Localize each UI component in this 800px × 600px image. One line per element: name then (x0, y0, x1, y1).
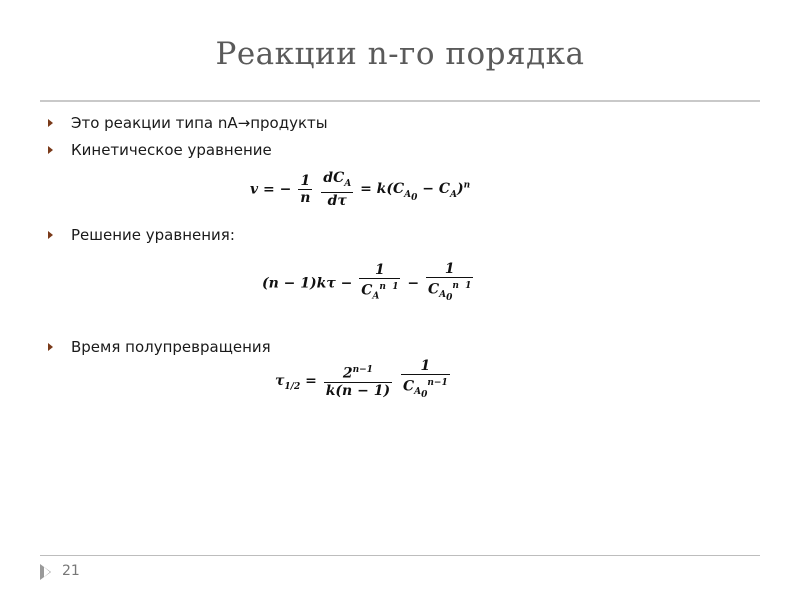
bullet-marker-icon (48, 146, 53, 154)
bullet-text: Время полупревращения (71, 338, 271, 356)
bullet-marker-icon (48, 343, 53, 351)
half-life-formula: $\tau_{1/2}$ = $\frac{2^{n-1}}{k(n - 1)}$ $\frac{1}{C_{A_0}^{n-1}}$ (275, 358, 448, 401)
bullet-item (48, 225, 235, 245)
bullet-item (48, 337, 271, 357)
bullet-marker-icon (48, 119, 53, 127)
footer-arrow-inner-icon (44, 567, 50, 577)
bullet-marker-icon (48, 231, 53, 239)
slide-title: Реакции n-го порядка (215, 36, 585, 72)
bullet-text: Это реакции типа nA→продукты (71, 114, 328, 132)
rate-equation-formula: v = − $\frac{1}{n}$ $\frac{dC_A}{d\tau}$ = $k(C_{A_0} - C_A)^n$ (250, 170, 471, 209)
title-divider (40, 100, 760, 102)
bullet-text: Кинетическое уравнение (71, 141, 272, 159)
bullet-item (48, 113, 328, 133)
footer-divider (40, 555, 760, 556)
solution-formula: (n − 1)kτ − $\frac{1}{C_A^{n 1}}$ − $\frac{1}{C_{A_0}^{n 1}}$ (262, 261, 472, 304)
bullet-text: Решение уравнения: (71, 226, 235, 244)
page-number: 21 (62, 563, 80, 579)
bullet-item (48, 140, 272, 160)
